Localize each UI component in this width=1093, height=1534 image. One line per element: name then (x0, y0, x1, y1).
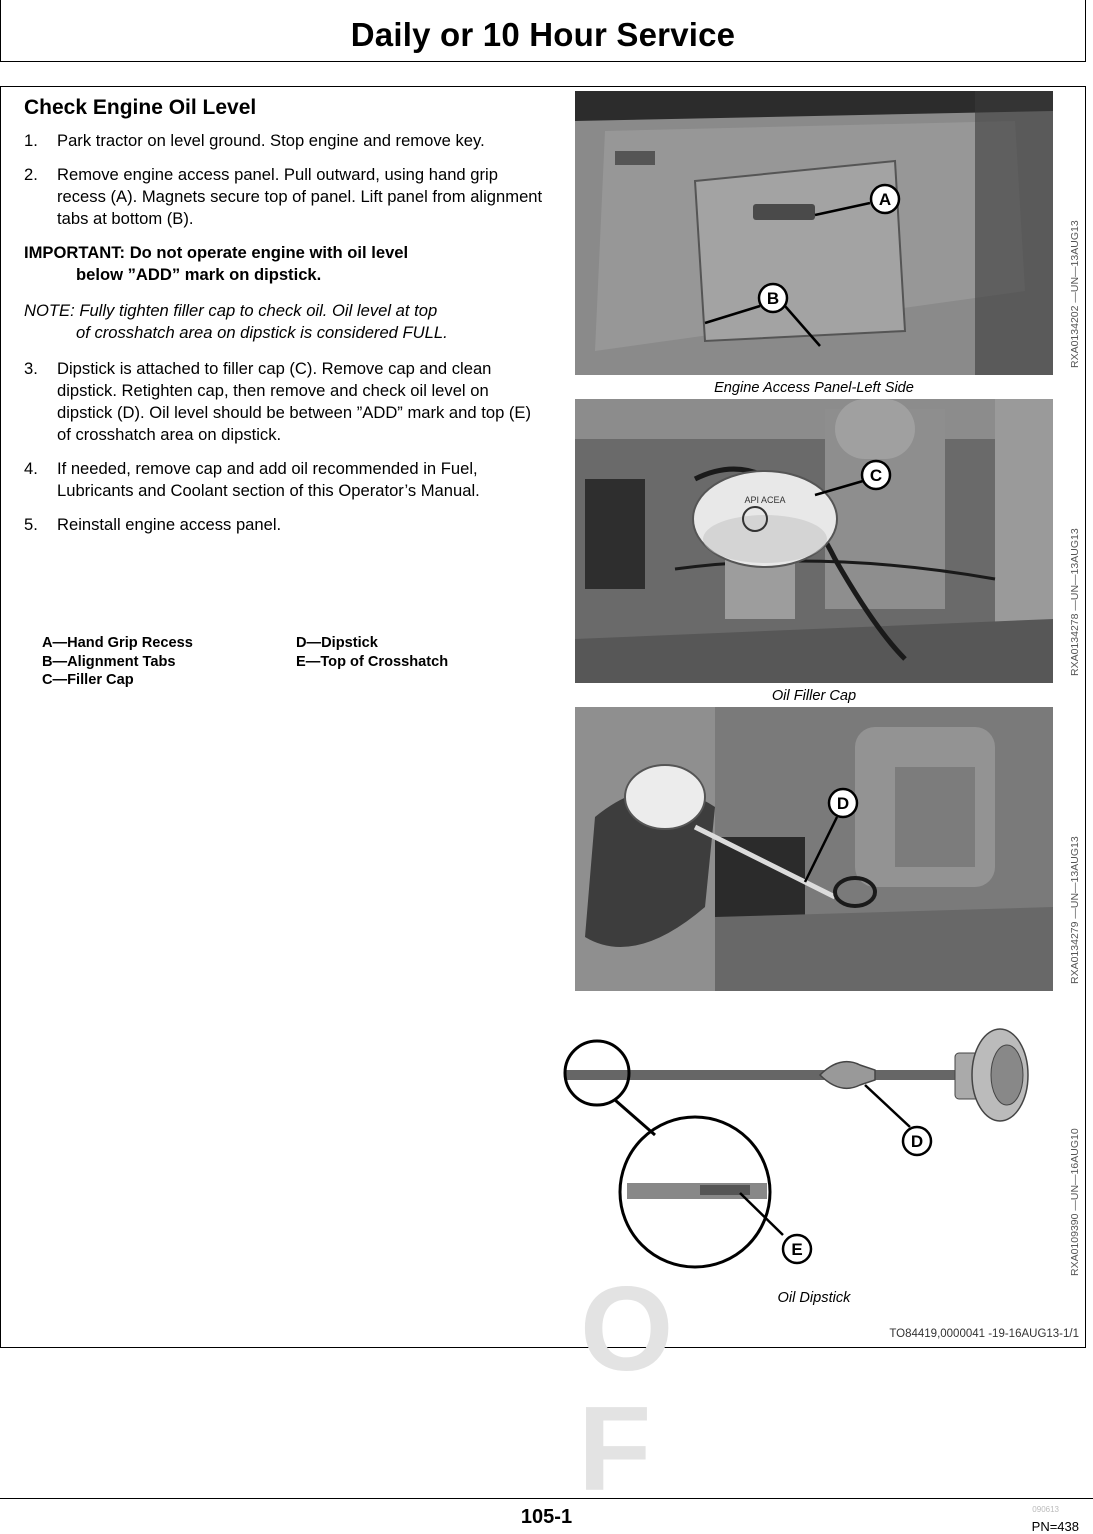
step-text: Reinstall engine access panel. (57, 515, 282, 534)
engine-access-panel-photo (575, 91, 1053, 375)
note-line-1: NOTE: Fully tighten filler cap to check oil. Oil level at top (24, 301, 438, 320)
footer-date-code: 090613 (1032, 1505, 1059, 1514)
step-number: 3. (24, 359, 38, 378)
figure-id: RXA0134279 —UN—13AUG13 (1069, 836, 1081, 984)
oil-filler-cap-photo (575, 399, 1053, 683)
figure-caption: Engine Access Panel-Left Side (714, 380, 914, 396)
figure-id: RXA0109390 —UN—16AUG10 (1069, 1128, 1081, 1276)
callout-b: B (766, 289, 780, 308)
step-text: Dipstick is attached to filler cap (C). Remove cap and clean dipstick. Retighten cap, then remove and check oil level on dipstick (D). Oil level should be between ”ADD” mark and top (E) of crosshatch area on dipstick. (57, 359, 532, 444)
footer-rule (0, 1498, 1093, 1499)
cap-label: API ACEA (744, 495, 786, 505)
page-title: Daily or 10 Hour Service (350, 16, 736, 53)
step-number: 2. (24, 165, 38, 184)
legend-c: C—Filler Cap (42, 672, 134, 688)
figure-id: RXA0134278 —UN—13AUG13 (1069, 528, 1081, 676)
important-notice (24, 242, 544, 286)
step-3 (24, 358, 544, 446)
step-text: If needed, remove cap and add oil recommended in Fuel, Lubricants and Coolant section of this Operator’s Manual. (57, 459, 480, 500)
step-number: 5. (24, 515, 38, 534)
note-line-2: of crosshatch area on dipstick is considered FULL. (76, 323, 448, 342)
callout-c: C (869, 466, 883, 485)
dipstick-removal-photo (575, 707, 1053, 991)
step-1 (24, 130, 544, 152)
step-2 (24, 164, 544, 230)
section-title: Check Engine Oil Level (24, 96, 257, 119)
callout-a: A (878, 190, 892, 209)
important-line-2: below ”ADD” mark on dipstick. (76, 265, 322, 284)
page-number: 105-1 (520, 1506, 573, 1528)
header-box (0, 0, 1086, 62)
legend-b: B—Alignment Tabs (42, 653, 176, 670)
important-line-1: IMPORTANT: Do not operate engine with oil level (24, 243, 409, 262)
step-text: Park tractor on level ground. Stop engine and remove key. (57, 131, 485, 150)
note (24, 300, 544, 344)
legend-a: A—Hand Grip Recess (42, 635, 193, 651)
callout-d: D (836, 794, 850, 813)
step-4 (24, 458, 544, 502)
pn-label: PN=438 (1031, 1519, 1079, 1534)
figure-caption: Oil Dipstick (777, 1290, 851, 1306)
step-number: 4. (24, 459, 38, 478)
instructions (24, 96, 544, 548)
figure-caption: Oil Filler Cap (771, 688, 857, 704)
figure-id: RXA0134202 —UN—13AUG13 (1069, 220, 1081, 368)
callout-e: E (791, 1240, 803, 1259)
watermark-f: F (578, 1382, 652, 1516)
callout-d-drawing: D (910, 1132, 924, 1151)
step-5 (24, 514, 544, 536)
reference-code: TO84419,0000041 -19-16AUG13-1/1 (889, 1328, 1079, 1340)
legend-e: E—Top of Crosshatch (296, 653, 449, 670)
step-text: Remove engine access panel. Pull outward, using hand grip recess (A). Magnets secure top of panel. Lift panel from alignment tabs at bottom (B). (57, 165, 543, 228)
legend-d: D—Dipstick (296, 635, 378, 651)
oil-dipstick-drawing (555, 1015, 1055, 1285)
watermark-o: O (580, 1262, 674, 1396)
step-number: 1. (24, 131, 38, 150)
